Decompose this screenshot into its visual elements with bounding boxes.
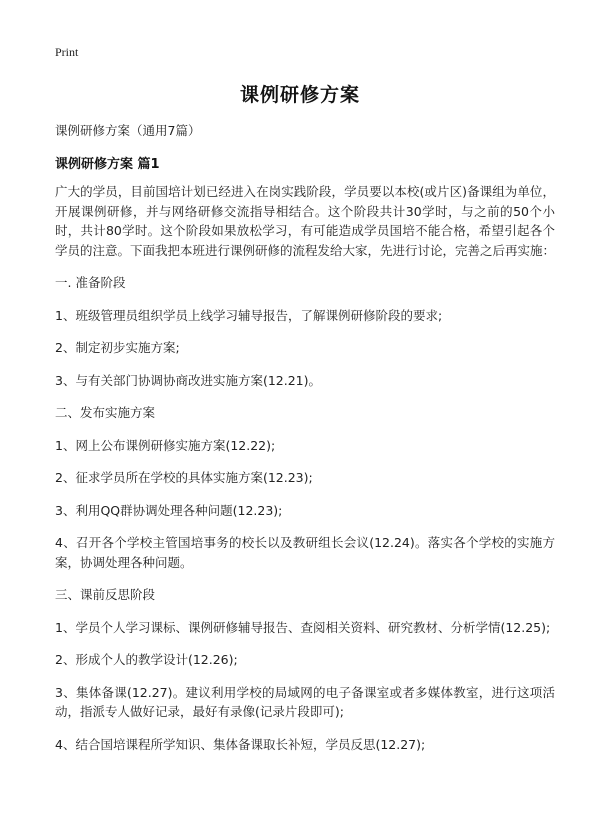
list-item: 2、制定初步实施方案; <box>55 340 180 355</box>
list-item: 4、召开各个学校主管国培事务的校长以及教研组长会议(12.24)。落实各个学校的实施方案，协调处理各种问题。 <box>55 535 555 570</box>
phase-heading-reflection: 三、课前反思阶段 <box>55 587 156 602</box>
document-body <box>55 182 555 767</box>
document-title: 课例研修方案 <box>239 84 360 106</box>
section-heading: 课例研修方案 篇1 <box>55 157 160 172</box>
phase-heading-prepare: 一. 准备阶段 <box>55 275 126 290</box>
list-item: 3、利用QQ群协调处理各种问题(12.23); <box>55 502 283 518</box>
list-item: 4、结合国培课程所学知识、集体备课取长补短，学员反思(12.27); <box>55 736 426 752</box>
list-item: 1、班级管理员组织学员上线学习辅导报告，了解课例研修阶段的要求; <box>55 307 443 323</box>
list-item: 3、与有关部门协调协商改进实施方案(12.21)。 <box>55 372 321 388</box>
list-item: 3、集体备课(12.27)。建议利用学校的局域网的电子备课室或者多媒体教室，进行这项活动，指派专人做好记录，最好有录像(记录片段即可); <box>55 684 555 719</box>
list-item: 1、网上公布课例研修实施方案(12.22); <box>55 437 276 453</box>
list-item: 2、形成个人的教学设计(12.26); <box>55 652 238 667</box>
document-subtitle: 课例研修方案（通用7篇） <box>55 123 201 138</box>
intro-paragraph: 广大的学员，目前国培计划已经进入在岗实践阶段，学员要以本校(或片区)备课组为单位，开展课例研修，并与网络研修交流指导相结合。这个阶段共计30学时，与之前的50个小时，共计80学时。这个阶段如果放松学习，有可能造成学员国培不能合格，希望引起各个学员的注意。下面我把本班进行课例研修的流程发给大家，先进行讨论，完善之后再实施： <box>55 184 556 258</box>
list-item: 2、征求学员所在学校的具体实施方案(12.23); <box>55 470 313 485</box>
phase-heading-publish: 二、发布实施方案 <box>55 405 156 420</box>
print-label[interactable]: Print <box>55 45 79 59</box>
list-item: 1、学员个人学习课标、课例研修辅导报告、查阅相关资料、研究教材、分析学情(12.25); <box>55 619 551 635</box>
